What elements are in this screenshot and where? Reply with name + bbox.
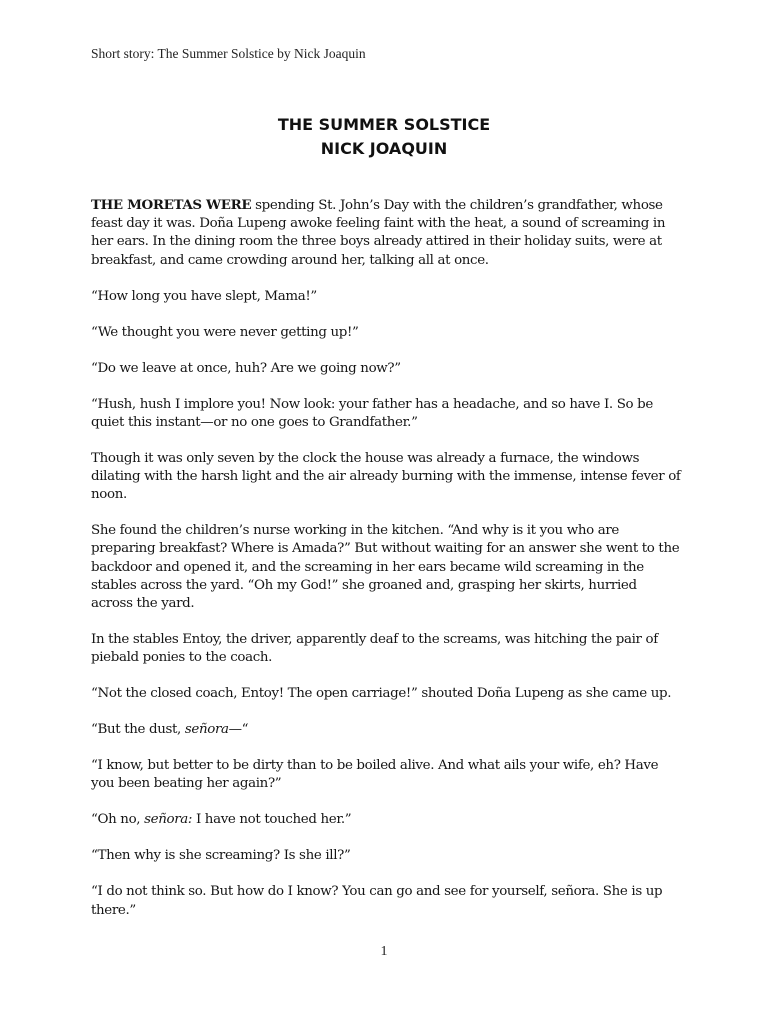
paragraph-text: “Oh no, <box>91 812 145 828</box>
lead-in-caps: THE MORETAS WERE <box>91 197 252 213</box>
paragraph: “How long you have slept, Mama!” <box>91 288 317 304</box>
paragraph: “Hush, hush I implore you! Now look: your father has a headache, and so have I. So be quiet this instant—or no one goes to Grandfather.” <box>91 396 653 430</box>
paragraph: “I know, but better to be dirty than to be boiled alive. And what ails your wife, eh? Have you been beating her again?” <box>91 758 659 792</box>
paragraph <box>91 811 681 829</box>
italic-word: señora <box>184 722 229 738</box>
paragraph-text: —“ <box>228 722 249 738</box>
paragraph: Though it was only seven by the clock the house was already a furnace, the windows dilating with the harsh light and the air already burning with the immense, intense fever of noon. <box>91 450 681 503</box>
paragraph <box>91 196 681 270</box>
paragraph: “I do not think so. But how do I know? You can go and see for yourself, señora. She is up there.” <box>91 884 663 918</box>
paragraph: “Then why is she screaming? Is she ill?” <box>91 848 351 864</box>
paragraph-text: spending St. John’s Day with the children’s grandfather, whose feast day it was. Doña Lupeng awoke feeling faint with the heat, a sound of screaming in her ears. In the dining room the three boys already attired in their holiday suits, were at breakfast, and came crowding around her, talking all at once. <box>91 198 666 268</box>
running-header: Short story: The Summer Solstice by Nick Joaquin <box>91 46 366 61</box>
paragraph: She found the children’s nurse working in the kitchen. “And why is it you who are preparing breakfast? Where is Amada?” But without waiting for an answer she went to the backdoor and opened it, and the screaming in her ears became wild screaming in the stables across the yard. “Oh my God!” she groaned and, grasping her skirts, hurried across the yard. <box>91 523 680 612</box>
paragraph-text: “But the dust, <box>91 722 185 738</box>
paragraph <box>91 721 681 739</box>
paragraph: In the stables Entoy, the driver, apparently deaf to the screams, was hitching the pair of piebald ponies to the coach. <box>91 632 658 666</box>
story-title: THE SUMMER SOLSTICE <box>277 115 491 134</box>
author-name: NICK JOAQUIN <box>320 139 448 158</box>
paragraph: “Do we leave at once, huh? Are we going now?” <box>91 360 401 376</box>
paragraph: “Not the closed coach, Entoy! The open carriage!” shouted Doña Lupeng as she came up. <box>91 686 672 702</box>
story-body <box>91 196 681 938</box>
italic-word: señora: <box>144 812 193 828</box>
title-block <box>0 113 768 161</box>
page-number: 1 <box>380 944 388 959</box>
paragraph: “We thought you were never getting up!” <box>91 324 359 340</box>
paragraph-text: I have not touched her.” <box>192 812 352 828</box>
